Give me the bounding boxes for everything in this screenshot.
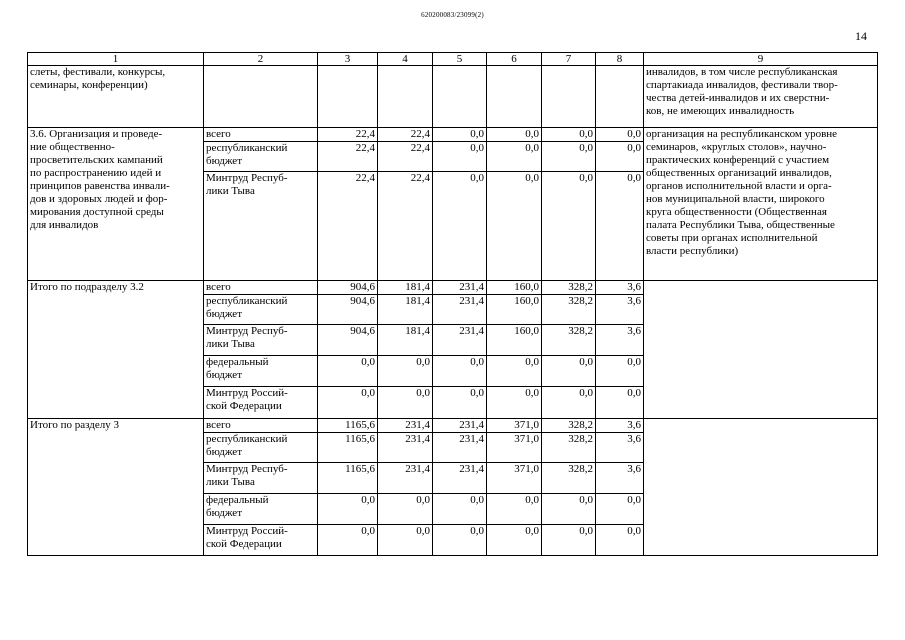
value-cell: 231,4 [433,419,487,433]
value-cell: 160,0 [487,325,542,356]
value-cell: 0,0 [542,494,596,525]
text-line: семинаров, «круглых столов», научно- [646,141,827,153]
empty-cell [433,66,487,128]
value-cell: 371,0 [487,433,542,463]
value-cell: 0,0 [318,525,378,556]
header-cell: 8 [596,53,644,66]
value-cell: 181,4 [378,325,433,356]
value-cell: 328,2 [542,325,596,356]
value-cell: 22,4 [318,172,378,281]
value-cell: 328,2 [542,433,596,463]
value-cell: 3,6 [596,463,644,494]
value-cell: 0,0 [542,525,596,556]
funding-source-cell [204,295,318,325]
value-cell: 231,4 [378,463,433,494]
funding-source-cell [204,387,318,419]
header-cell: 6 [487,53,542,66]
text-line: республиканский [206,142,288,154]
value-cell: 0,0 [596,387,644,419]
text-line: бюджет [206,369,242,381]
header-cell: 1 [28,53,204,66]
text-line: республиканский [206,433,288,445]
text-line: Минтруд Респуб- [206,463,288,475]
value-cell: 0,0 [542,142,596,172]
value-cell: 0,0 [542,387,596,419]
continuation-note-cell [644,66,878,128]
total-3-title-cell [28,419,204,556]
value-cell: 1165,6 [318,463,378,494]
value-cell: 231,4 [378,419,433,433]
value-cell: 231,4 [433,463,487,494]
empty-cell [318,66,378,128]
header-cell: 4 [378,53,433,66]
value-cell: 0,0 [433,387,487,419]
funding-source-cell [204,142,318,172]
value-cell: 904,6 [318,325,378,356]
funding-source-cell [204,494,318,525]
text-line: общественных организаций инвалидов, [646,167,832,179]
text-line: органов исполнительной власти и орга- [646,180,832,192]
empty-cell [542,66,596,128]
funding-source-cell [204,281,318,295]
table-row [28,419,878,433]
text-line: нов муниципальной власти, широкого [646,193,825,205]
value-cell: 328,2 [542,419,596,433]
text-line: просветительских кампаний [30,154,163,166]
text-line: бюджет [206,308,242,320]
program-table [27,52,878,556]
subtotal-3-2-note-cell [644,281,878,419]
funding-source-cell [204,325,318,356]
value-cell: 0,0 [596,128,644,142]
value-cell: 0,0 [433,128,487,142]
text-line: принципов равенства инвали- [30,180,170,192]
section-3-6-title-cell [28,128,204,281]
text-line: ской Федерации [206,538,282,550]
text-line: Итого по разделу 3 [30,419,119,431]
text-line: ской Федерации [206,400,282,412]
value-cell: 231,4 [433,295,487,325]
text-line: федеральный [206,494,269,506]
subtotal-3-2-title-cell [28,281,204,419]
value-cell: 0,0 [433,494,487,525]
text-line: Минтруд Россий- [206,525,288,537]
text-line: 3.6. Организация и проведе- [30,128,163,140]
text-line: власти республики) [646,245,739,257]
value-cell: 0,0 [378,525,433,556]
header-cell: 7 [542,53,596,66]
value-cell: 0,0 [378,494,433,525]
value-cell: 1165,6 [318,433,378,463]
text-line: Минтруд Респуб- [206,325,288,337]
value-cell: 0,0 [487,387,542,419]
value-cell: 328,2 [542,281,596,295]
text-line: круга общественности (Общественная [646,206,827,218]
total-3-note-cell [644,419,878,556]
funding-source-cell [204,356,318,387]
value-cell: 181,4 [378,295,433,325]
text-line: федеральный [206,356,269,368]
text-line: всего [206,281,231,293]
value-cell: 3,6 [596,281,644,295]
text-line: бюджет [206,155,242,167]
value-cell: 0,0 [433,142,487,172]
value-cell: 0,0 [487,172,542,281]
value-cell: 160,0 [487,281,542,295]
section-3-6-note-cell [644,128,878,281]
text-line: всего [206,419,231,431]
page-number: 14 [855,29,867,43]
funding-source-cell [204,419,318,433]
document-id: 620200083/23099(2) [421,11,484,19]
funding-source-cell [204,463,318,494]
value-cell: 904,6 [318,295,378,325]
text-line: инвалидов, в том числе республиканская [646,66,838,78]
empty-cell [204,66,318,128]
value-cell: 0,0 [596,142,644,172]
value-cell: 0,0 [433,525,487,556]
text-line: дов и здоровых людей и фор- [30,193,168,205]
value-cell: 0,0 [542,128,596,142]
continuation-row [28,66,878,128]
text-line: мирования доступной среды [30,206,164,218]
text-line: спартакиада инвалидов, фестивали твор- [646,79,838,91]
value-cell: 0,0 [487,525,542,556]
value-cell: 0,0 [378,356,433,387]
value-cell: 0,0 [487,494,542,525]
text-line: организация на республиканском уровне [646,128,838,140]
value-cell: 0,0 [318,387,378,419]
text-line: слеты, фестивали, конкурсы, [30,66,166,78]
table-row [28,128,878,142]
value-cell: 0,0 [433,172,487,281]
value-cell: 0,0 [487,128,542,142]
text-line: лики Тыва [206,185,255,197]
value-cell: 371,0 [487,419,542,433]
value-cell: 22,4 [318,128,378,142]
continuation-activity-cell [28,66,204,128]
table-row [28,281,878,295]
value-cell: 3,6 [596,419,644,433]
empty-cell [596,66,644,128]
value-cell: 0,0 [487,142,542,172]
value-cell: 0,0 [487,356,542,387]
value-cell: 22,4 [318,142,378,172]
header-cell: 5 [433,53,487,66]
table-body [28,53,878,556]
text-line: ние общественно- [30,141,115,153]
text-line: всего [206,128,231,140]
value-cell: 231,4 [433,433,487,463]
value-cell: 3,6 [596,295,644,325]
funding-source-cell [204,128,318,142]
text-line: бюджет [206,507,242,519]
text-line: советы при органах исполнительной [646,232,818,244]
text-line: лики Тыва [206,338,255,350]
text-line: бюджет [206,446,242,458]
value-cell: 231,4 [378,433,433,463]
value-cell: 328,2 [542,295,596,325]
value-cell: 160,0 [487,295,542,325]
value-cell: 231,4 [433,281,487,295]
value-cell: 0,0 [378,387,433,419]
value-cell: 0,0 [318,494,378,525]
value-cell: 0,0 [596,525,644,556]
header-cell: 3 [318,53,378,66]
value-cell: 231,4 [433,325,487,356]
text-line: Минтруд Россий- [206,387,288,399]
funding-source-cell [204,525,318,556]
value-cell: 22,4 [378,128,433,142]
header-row [28,53,878,66]
text-line: по распространению идей и [30,167,162,179]
header-cell: 9 [644,53,878,66]
value-cell: 0,0 [542,356,596,387]
value-cell: 3,6 [596,325,644,356]
text-line: республиканский [206,295,288,307]
text-line: палата Республики Тыва, общественные [646,219,835,231]
value-cell: 0,0 [596,494,644,525]
value-cell: 0,0 [596,172,644,281]
value-cell: 904,6 [318,281,378,295]
funding-source-cell [204,433,318,463]
value-cell: 22,4 [378,142,433,172]
value-cell: 0,0 [433,356,487,387]
value-cell: 0,0 [542,172,596,281]
value-cell: 3,6 [596,433,644,463]
value-cell: 328,2 [542,463,596,494]
text-line: семинары, конференции) [30,79,148,91]
text-line: Минтруд Респуб- [206,172,288,184]
value-cell: 371,0 [487,463,542,494]
header-cell: 2 [204,53,318,66]
text-line: для инвалидов [30,219,99,231]
value-cell: 181,4 [378,281,433,295]
value-cell: 0,0 [596,356,644,387]
text-line: чества детей-инвалидов и их сверстни- [646,92,830,104]
empty-cell [487,66,542,128]
value-cell: 0,0 [318,356,378,387]
empty-cell [378,66,433,128]
text-line: ков, не имеющих инвалидность [646,105,795,117]
funding-source-cell [204,172,318,281]
text-line: практических конференций с участием [646,154,830,166]
text-line: Итого по подразделу 3.2 [30,281,144,293]
value-cell: 22,4 [378,172,433,281]
text-line: лики Тыва [206,476,255,488]
value-cell: 1165,6 [318,419,378,433]
